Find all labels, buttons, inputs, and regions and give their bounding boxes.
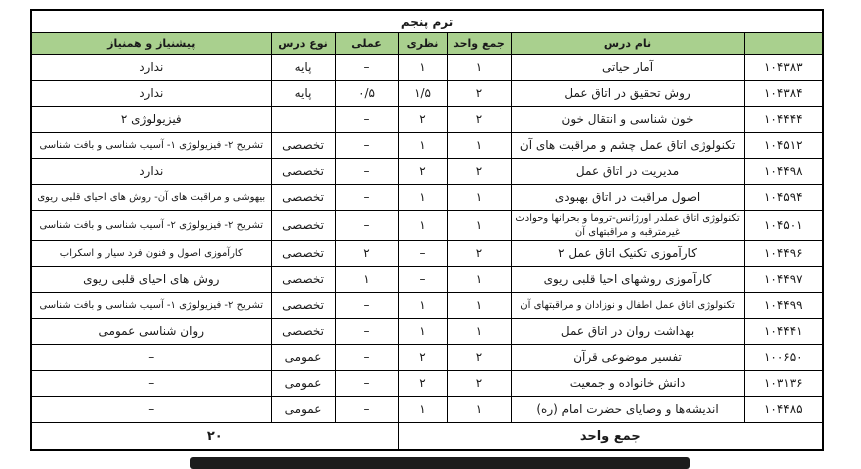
practical-units: – xyxy=(335,371,398,397)
course-type: تخصصی xyxy=(271,241,335,267)
practical-units: – xyxy=(335,159,398,185)
footer-total-label: جمع واحد xyxy=(398,423,823,451)
col-header-theory: نظری xyxy=(398,33,447,55)
course-name: بهداشت روان در اتاق عمل xyxy=(511,319,744,345)
col-header-total-units: جمع واحد xyxy=(447,33,511,55)
theory-units: ۲ xyxy=(398,159,447,185)
theory-units: ۱ xyxy=(398,211,447,241)
theory-units: ۱ xyxy=(398,133,447,159)
prerequisite: تشریح ۲- فیزیولوژی ۲- آسیب شناسی و بافت شناسی xyxy=(31,211,271,241)
table-title-row xyxy=(31,10,823,33)
course-code: ۱۰۰۶۵۰ xyxy=(744,345,823,371)
course-name: کارآموزی روشهای احیا قلبی ریوی xyxy=(511,267,744,293)
course-name: اندیشه‌ها و وصایای حضرت امام (ره) xyxy=(511,397,744,423)
practical-units: ۱ xyxy=(335,267,398,293)
course-name: روش تحقیق در اتاق عمل xyxy=(511,81,744,107)
total-units: ۲ xyxy=(447,107,511,133)
theory-units: ۱ xyxy=(398,319,447,345)
course-row xyxy=(31,267,823,293)
theory-units: ۱ xyxy=(398,397,447,423)
course-code: ۱۰۴۴۸۵ xyxy=(744,397,823,423)
course-row xyxy=(31,371,823,397)
course-name: تکنولوژی اتاق عملدر اورژانس-تروما و بحرانها وحوادث غیرمترقبه و مراقبتهای آن xyxy=(511,211,744,241)
theory-units: – xyxy=(398,241,447,267)
total-units: ۱ xyxy=(447,55,511,81)
prerequisite: تشریح ۲- فیزیولوژی ۱- آسیب شناسی و بافت شناسی xyxy=(31,293,271,319)
course-row xyxy=(31,185,823,211)
col-header-course-type: نوع درس xyxy=(271,33,335,55)
course-type: عمومی xyxy=(271,397,335,423)
table-footer-row xyxy=(31,423,823,451)
practical-units: – xyxy=(335,133,398,159)
course-row xyxy=(31,55,823,81)
course-code: ۱۰۴۳۸۴ xyxy=(744,81,823,107)
footer-total-value: ۲۰ xyxy=(31,423,398,451)
theory-units: ۱ xyxy=(398,185,447,211)
course-row xyxy=(31,159,823,185)
course-row xyxy=(31,133,823,159)
course-type: پایه xyxy=(271,55,335,81)
col-header-practical: عملی xyxy=(335,33,398,55)
semester-title: ترم پنجم xyxy=(31,10,823,33)
course-row xyxy=(31,319,823,345)
course-row xyxy=(31,241,823,267)
practical-units: – xyxy=(335,185,398,211)
practical-units: – xyxy=(335,345,398,371)
total-units: ۲ xyxy=(447,345,511,371)
prerequisite: ندارد xyxy=(31,81,271,107)
course-row xyxy=(31,397,823,423)
course-type: پایه xyxy=(271,81,335,107)
course-row xyxy=(31,293,823,319)
prerequisite: ندارد xyxy=(31,55,271,81)
course-type xyxy=(271,107,335,133)
course-code: ۱۰۴۴۴۱ xyxy=(744,319,823,345)
course-type: تخصصی xyxy=(271,211,335,241)
practical-units: ۲ xyxy=(335,241,398,267)
theory-units: ۱/۵ xyxy=(398,81,447,107)
practical-units: – xyxy=(335,319,398,345)
course-name: اصول مراقبت در اتاق بهبودی xyxy=(511,185,744,211)
course-type: تخصصی xyxy=(271,159,335,185)
prerequisite: فیزیولوژی ۲ xyxy=(31,107,271,133)
theory-units: ۱ xyxy=(398,55,447,81)
theory-units: ۲ xyxy=(398,345,447,371)
prerequisite: – xyxy=(31,345,271,371)
prerequisite: بیهوشی و مراقبت های آن- روش های احیای قلبی ریوی xyxy=(31,185,271,211)
course-name: دانش خانواده و جمعیت xyxy=(511,371,744,397)
semester-course-table xyxy=(30,9,824,451)
course-name: کارآموزی تکنیک اتاق عمل ۲ xyxy=(511,241,744,267)
course-row xyxy=(31,81,823,107)
course-code: ۱۰۴۵۱۲ xyxy=(744,133,823,159)
prerequisite: ندارد xyxy=(31,159,271,185)
practical-units: – xyxy=(335,55,398,81)
theory-units: ۲ xyxy=(398,107,447,133)
course-code: ۱۰۴۴۴۴ xyxy=(744,107,823,133)
course-name: آمار حیاتی xyxy=(511,55,744,81)
bottom-dark-bar xyxy=(190,457,690,469)
course-type: عمومی xyxy=(271,345,335,371)
course-type: تخصصی xyxy=(271,133,335,159)
prerequisite: کارآموزی اصول و فنون فرد سیار و اسکراب xyxy=(31,241,271,267)
prerequisite: – xyxy=(31,397,271,423)
prerequisite: روش های احیای قلبی ریوی xyxy=(31,267,271,293)
theory-units: ۱ xyxy=(398,293,447,319)
course-type: عمومی xyxy=(271,371,335,397)
course-name: خون شناسی و انتقال خون xyxy=(511,107,744,133)
total-units: ۲ xyxy=(447,241,511,267)
course-type: تخصصی xyxy=(271,293,335,319)
total-units: ۱ xyxy=(447,185,511,211)
course-code: ۱۰۴۳۸۳ xyxy=(744,55,823,81)
prerequisite: روان شناسی عمومی xyxy=(31,319,271,345)
course-type: تخصصی xyxy=(271,319,335,345)
practical-units: – xyxy=(335,397,398,423)
practical-units: ۰/۵ xyxy=(335,81,398,107)
prerequisite: تشریح ۲- فیزیولوژی ۱- آسیب شناسی و بافت شناسی xyxy=(31,133,271,159)
total-units: ۱ xyxy=(447,293,511,319)
total-units: ۱ xyxy=(447,133,511,159)
practical-units: – xyxy=(335,107,398,133)
course-code: ۱۰۴۴۹۶ xyxy=(744,241,823,267)
course-type: تخصصی xyxy=(271,185,335,211)
course-row xyxy=(31,107,823,133)
table-header-row xyxy=(31,33,823,55)
course-row xyxy=(31,211,823,241)
theory-units: – xyxy=(398,267,447,293)
total-units: ۱ xyxy=(447,319,511,345)
total-units: ۲ xyxy=(447,81,511,107)
col-header-prerequisite: پیشنیاز و همنیاز xyxy=(31,33,271,55)
course-code: ۱۰۴۴۹۷ xyxy=(744,267,823,293)
total-units: ۲ xyxy=(447,371,511,397)
course-name: مدیریت در اتاق عمل xyxy=(511,159,744,185)
course-code: ۱۰۴۵۹۴ xyxy=(744,185,823,211)
course-name: تکنولوژی اتاق عمل اطفال و نوزادان و مراقبتهای آن xyxy=(511,293,744,319)
practical-units: – xyxy=(335,293,398,319)
course-name: تکنولوژی اتاق عمل چشم و مراقبت های آن xyxy=(511,133,744,159)
prerequisite: – xyxy=(31,371,271,397)
course-code: ۱۰۴۵۰۱ xyxy=(744,211,823,241)
course-code: ۱۰۴۴۹۹ xyxy=(744,293,823,319)
total-units: ۱ xyxy=(447,397,511,423)
course-code: ۱۰۴۴۹۸ xyxy=(744,159,823,185)
course-row xyxy=(31,345,823,371)
total-units: ۱ xyxy=(447,211,511,241)
practical-units: – xyxy=(335,211,398,241)
theory-units: ۲ xyxy=(398,371,447,397)
course-code: ۱۰۳۱۳۶ xyxy=(744,371,823,397)
col-header-course-name: نام درس xyxy=(511,33,744,55)
table-body xyxy=(31,55,823,423)
course-type: تخصصی xyxy=(271,267,335,293)
col-header-course-code xyxy=(744,33,823,55)
course-name: تفسیر موضوعی قرآن xyxy=(511,345,744,371)
total-units: ۲ xyxy=(447,159,511,185)
total-units: ۱ xyxy=(447,267,511,293)
